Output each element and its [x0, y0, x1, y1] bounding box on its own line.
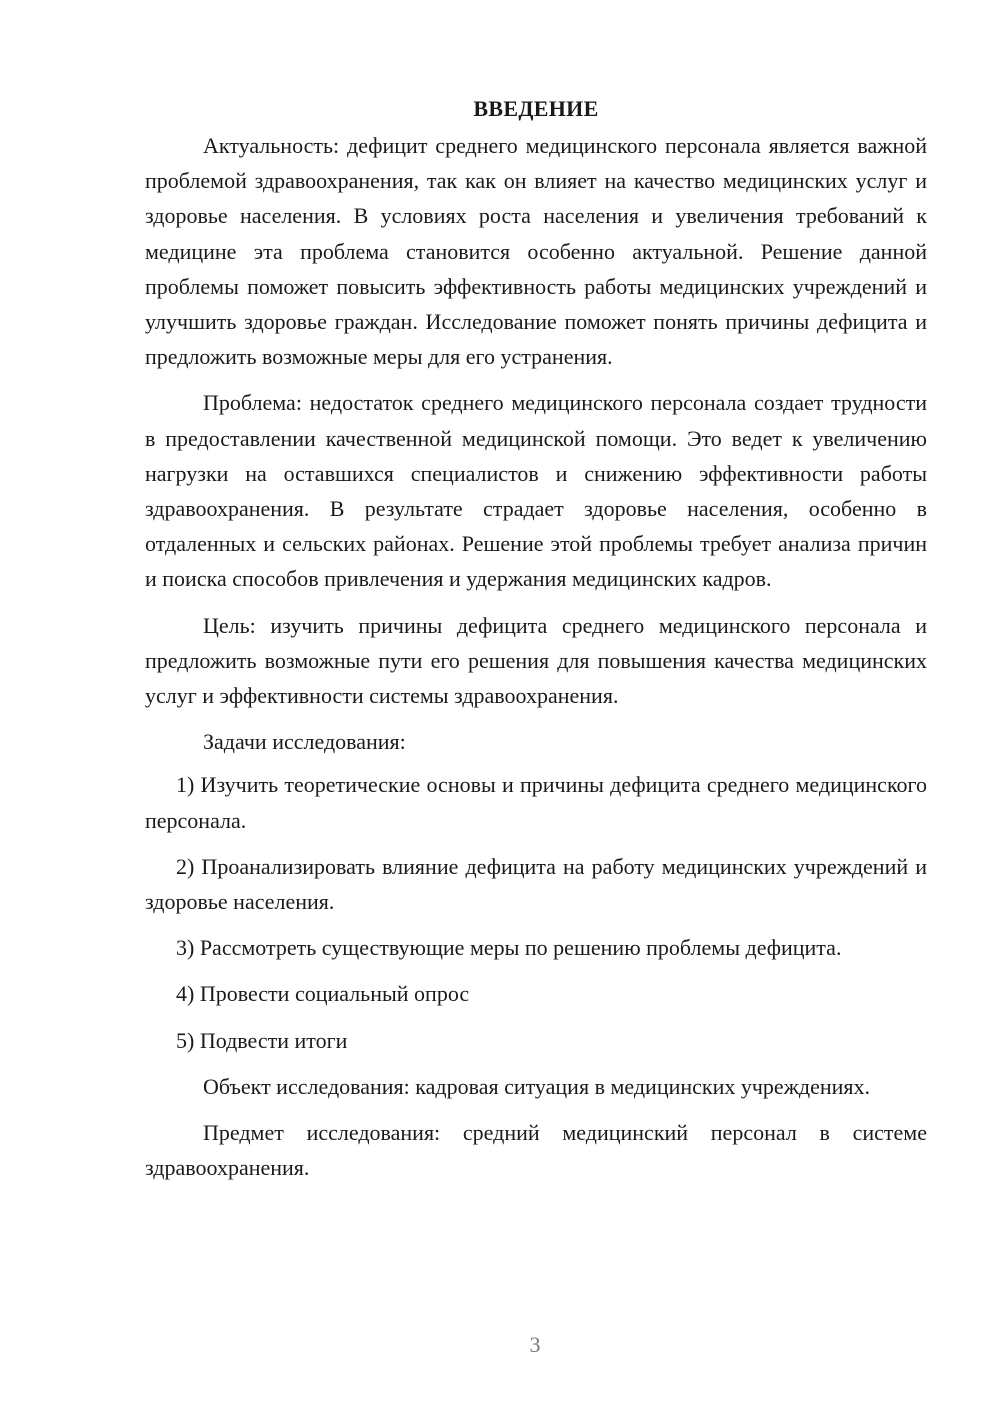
document-page [145, 92, 927, 1196]
problem-paragraph: Проблема: недостаток среднего медицинского персонала создает трудности в предоставлении качественной медицинской помощи. Это ведет к увеличению нагрузки на оставшихся специалистов и снижению эффективности работы здравоохранения. В результате страдает здоровье населения, особенно в отдаленных и сельских районах. Решение этой проблемы требует анализа причин и поиска способов привлечения и удержания медицинских кадров. [145, 390, 927, 592]
relevance-paragraph: Актуальность: дефицит среднего медицинского персонала является важной проблемой здравоохранения, так как он влияет на качество медицинских услуг и здоровье населения. В условиях роста населения и увеличения требований к медицине эта проблема становится особенно актуальной. Решение данной проблемы поможет повысить эффективность работы медицинских учреждений и улучшить здоровье граждан. Исследование поможет понять причины дефицита и предложить возможные меры для его устранения. [145, 133, 927, 370]
goal-paragraph: Цель: изучить причины дефицита среднего медицинского персонала и предложить возможные пути его решения для повышения качества медицинских услуг и эффективности системы здравоохранения. [145, 612, 927, 709]
task-item: 4) Провести социальный опрос [176, 981, 470, 1007]
subject-paragraph: Предмет исследования: средний медицинский персонал в системе здравоохранения. [145, 1120, 927, 1181]
tasks-heading: Задачи исследования: [203, 729, 406, 755]
page-number: 3 [529, 1332, 541, 1357]
page-title: ВВЕДЕНИЕ [473, 96, 599, 121]
task-item: 3) Рассмотреть существующие меры по решению проблемы дефицита. [176, 935, 842, 961]
task-item: 1) Изучить теоретические основы и причины дефицита среднего медицинского персонала. [145, 772, 927, 833]
task-item: 5) Подвести итоги [176, 1027, 348, 1053]
task-item: 2) Проанализировать влияние дефицита на работу медицинских учреждений и здоровье населения. [145, 853, 927, 915]
object-paragraph: Объект исследования: кадровая ситуация в медицинских учреждениях. [203, 1073, 871, 1099]
